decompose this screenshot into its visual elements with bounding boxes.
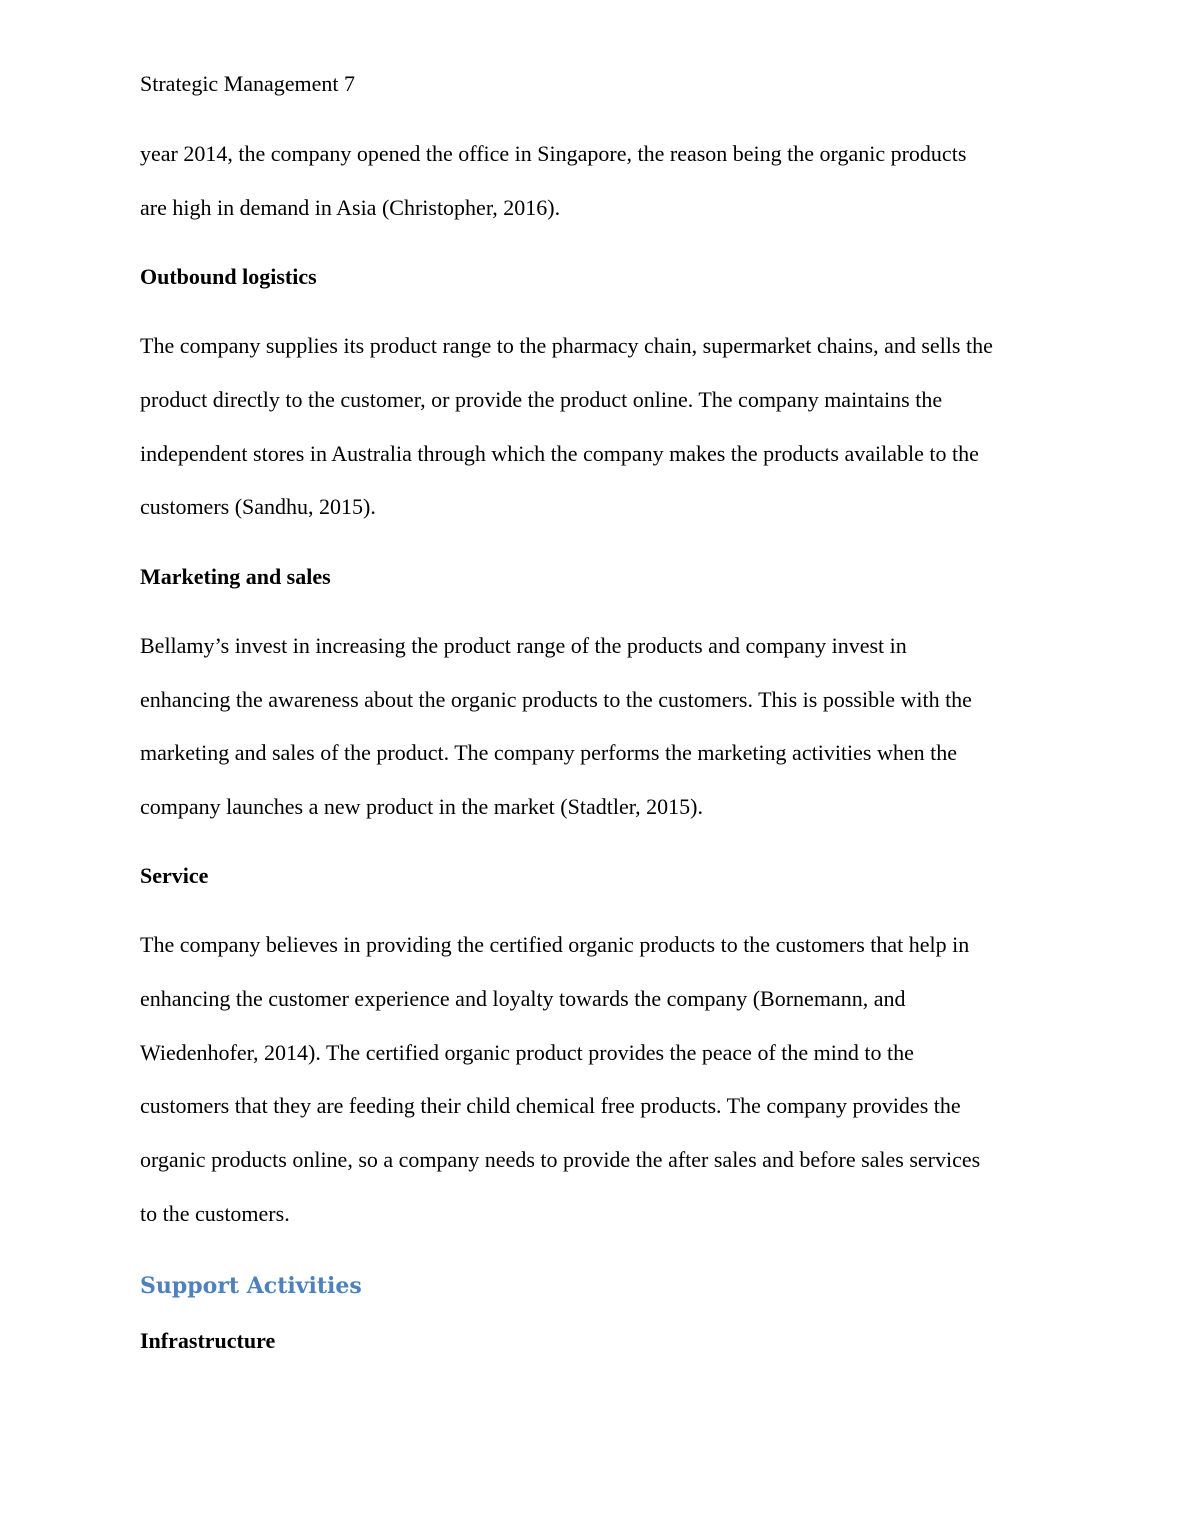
service-line-5: organic products online, so a company needs to provide the after sales and before sales services — [140, 1147, 981, 1172]
service-line-4: customers that they are feeding their child chemical free products. The company provides the — [140, 1093, 961, 1118]
marketing-line-3: marketing and sales of the product. The company performs the marketing activities when the — [140, 740, 958, 765]
outbound-line-4: customers (Sandhu, 2015). — [140, 494, 376, 519]
marketing-line-4: company launches a new product in the market (Stadtler, 2015). — [140, 794, 703, 819]
heading-outbound-logistics: Outbound logistics — [140, 264, 317, 289]
heading-marketing-and-sales: Marketing and sales — [140, 564, 331, 589]
service-line-6: to the customers. — [140, 1201, 290, 1226]
intro-line-2: are high in demand in Asia (Christopher, 2016). — [140, 195, 561, 220]
intro-line-1: year 2014, the company opened the office in Singapore, the reason being the organic products — [140, 141, 967, 166]
heading-service: Service — [140, 863, 209, 888]
marketing-line-2: enhancing the awareness about the organic products to the customers. This is possible with the — [140, 687, 972, 712]
outbound-line-2: product directly to the customer, or provide the product online. The company maintains the — [140, 387, 943, 412]
service-line-2: enhancing the customer experience and loyalty towards the company (Bornemann, and — [140, 986, 906, 1011]
service-line-1: The company believes in providing the certified organic products to the customers that help in — [140, 932, 970, 957]
outbound-line-3: independent stores in Australia through which the company makes the products available to the — [140, 441, 979, 466]
service-line-3: Wiedenhofer, 2014). The certified organic product provides the peace of the mind to the — [140, 1040, 914, 1065]
running-head: Strategic Management 7 — [140, 71, 356, 96]
heading-infrastructure: Infrastructure — [140, 1328, 276, 1353]
marketing-line-1: Bellamy’s invest in increasing the product range of the products and company invest in — [140, 633, 907, 658]
outbound-line-1: The company supplies its product range to the pharmacy chain, supermarket chains, and sells the — [140, 333, 993, 358]
heading-support-activities: Support Activities — [140, 1273, 362, 1299]
